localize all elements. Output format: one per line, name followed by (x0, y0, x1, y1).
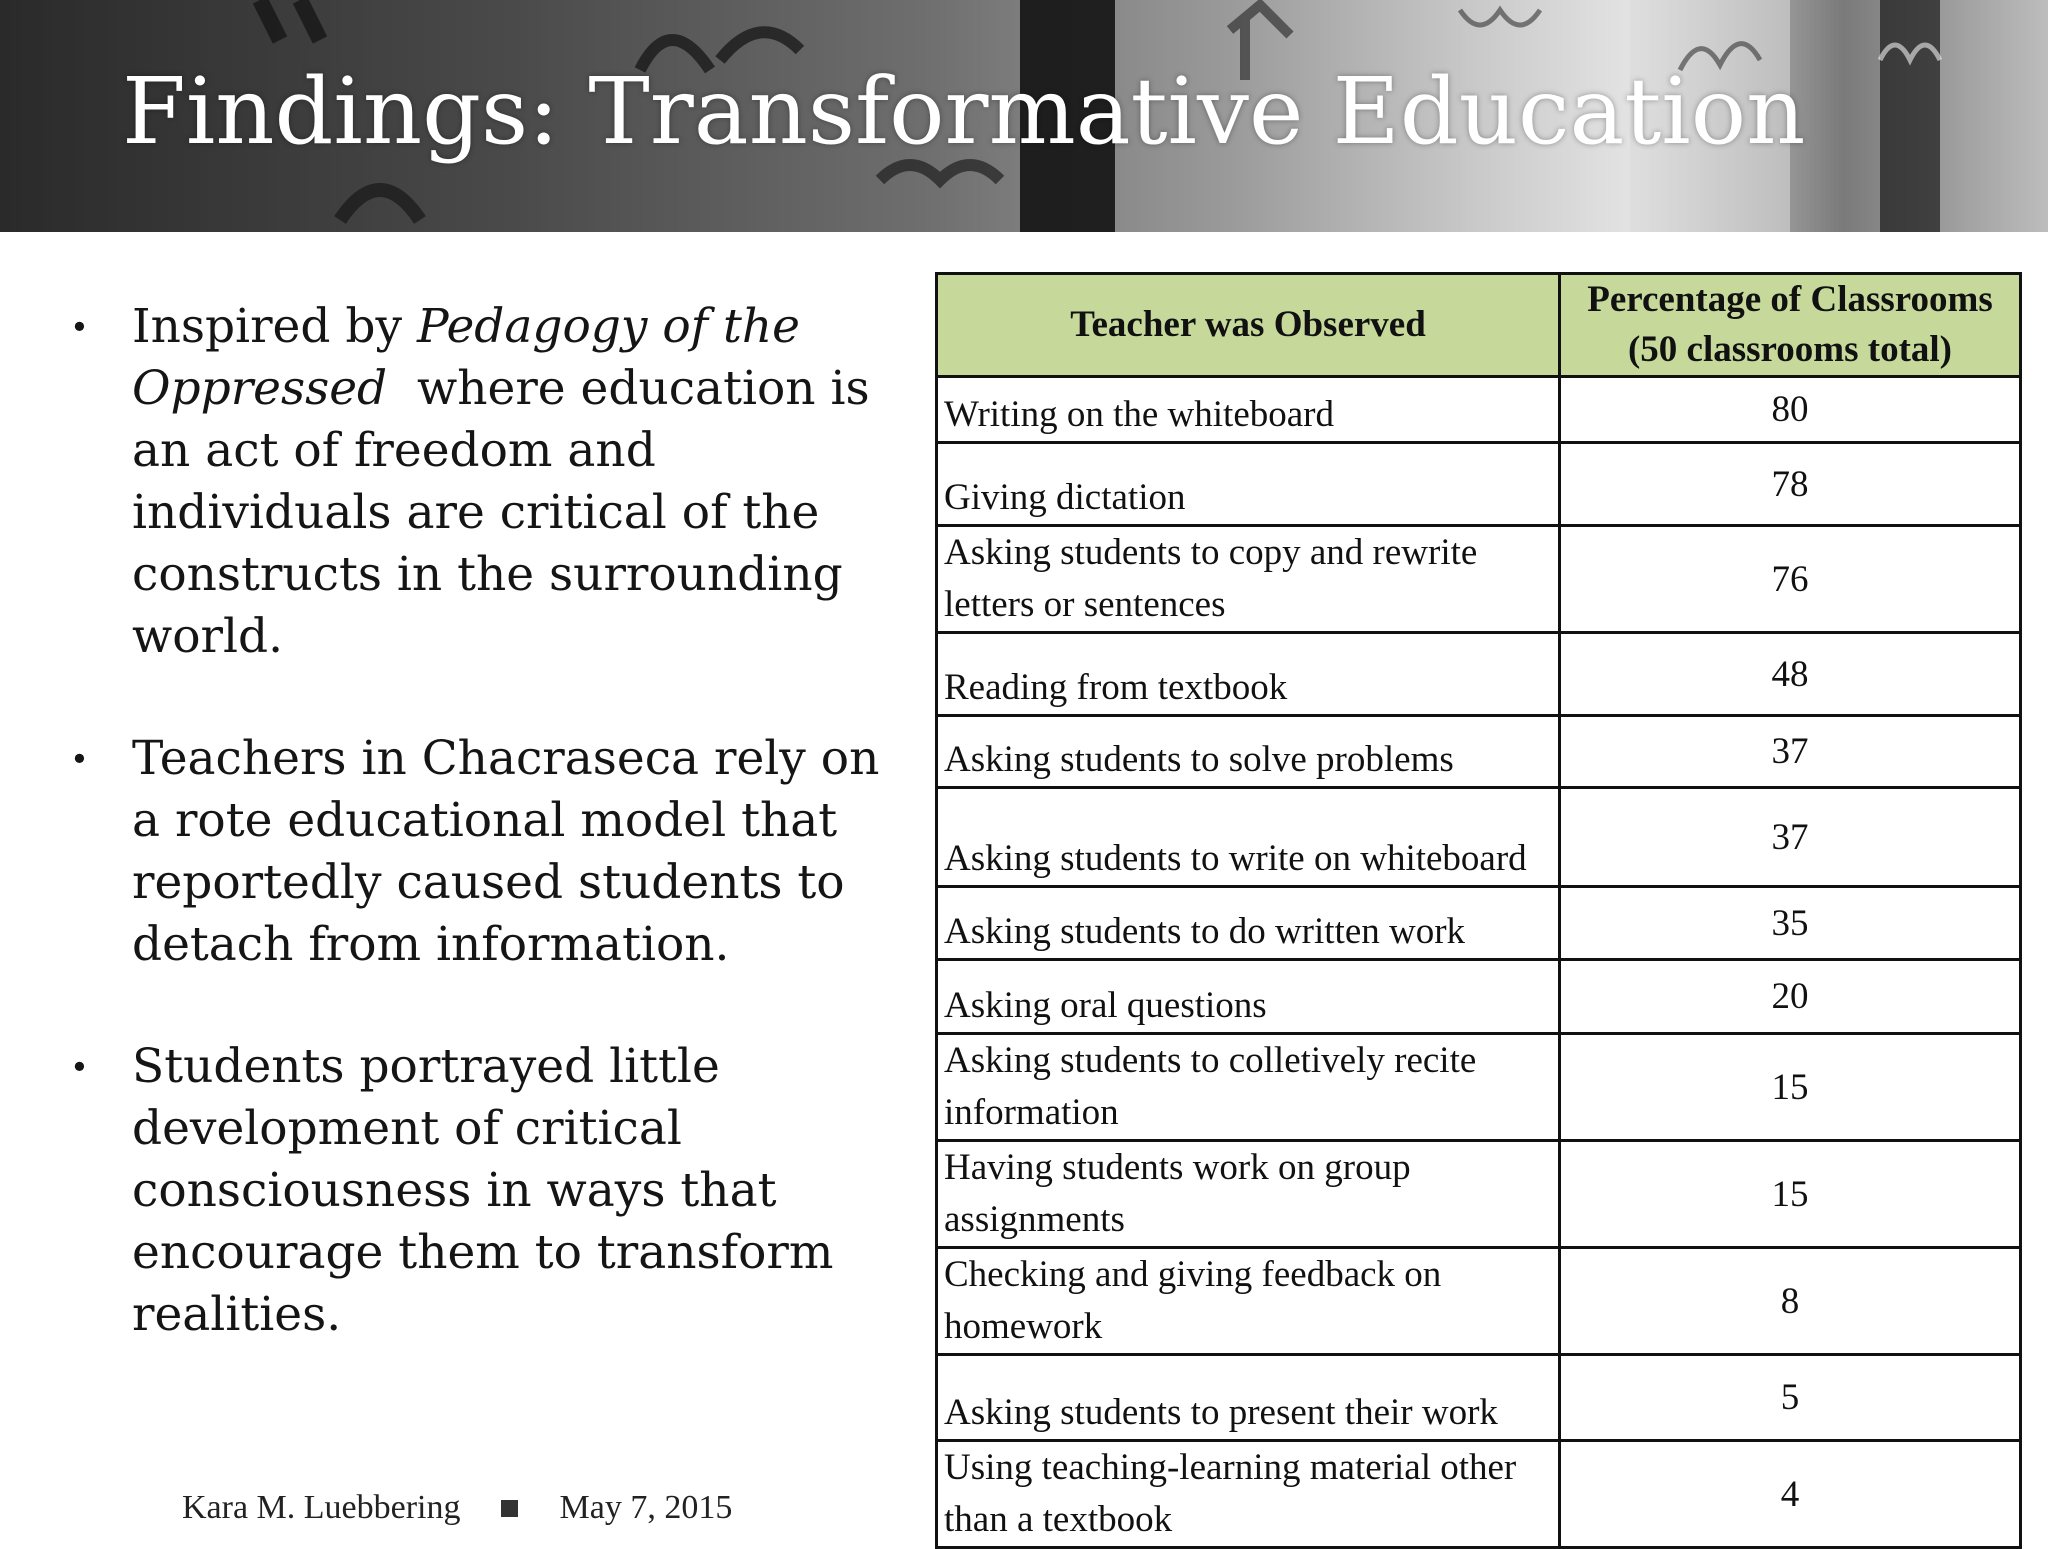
book-title: Pedagogy of the Oppressed (132, 299, 800, 416)
bullet-item-rote-model (64, 728, 884, 976)
percentage-cell: 5 (1560, 1355, 2021, 1441)
percentage-cell: 20 (1560, 960, 2021, 1034)
percentage-cell: 48 (1560, 633, 2021, 716)
activity-cell: Writing on the whiteboard (937, 377, 1560, 443)
table-row (937, 443, 2021, 526)
slide-footer (182, 1489, 732, 1527)
footer-date: May 7, 2015 (559, 1489, 733, 1526)
percentage-cell: 76 (1560, 526, 2021, 633)
percentage-cell: 4 (1560, 1441, 2021, 1548)
table-row (937, 887, 2021, 960)
table-row (937, 716, 2021, 788)
header-banner-image (0, 0, 2048, 232)
activity-cell: Reading from textbook (937, 633, 1560, 716)
bullet-text: Teachers in Chacraseca rely on a rote educational model that reportedly caused students to detach from information. (132, 731, 880, 972)
percentage-cell: 15 (1560, 1141, 2021, 1248)
table-row (937, 788, 2021, 887)
table-row (937, 1355, 2021, 1441)
percentage-cell: 35 (1560, 887, 2021, 960)
activity-cell: Asking students to present their work (937, 1355, 1560, 1441)
activity-cell: Checking and giving feedback on homework (937, 1248, 1560, 1355)
table-row (937, 377, 2021, 443)
percentage-cell: 15 (1560, 1034, 2021, 1141)
percentage-cell: 8 (1560, 1248, 2021, 1355)
bullet-item-inspiration (64, 296, 884, 668)
bullet-list (64, 296, 884, 1406)
header-percentage (1560, 274, 2021, 377)
header-activity: Teacher was Observed (937, 274, 1560, 377)
activity-cell: Asking students to write on whiteboard (937, 788, 1560, 887)
activity-cell: Giving dictation (937, 443, 1560, 526)
table-row (937, 960, 2021, 1034)
bullet-marker-icon: • (70, 308, 89, 346)
bullet-marker-icon: • (70, 740, 89, 778)
table-header-row (937, 274, 2021, 377)
slide-title: Findings: Transformative Education (122, 58, 1806, 165)
activity-cell: Asking students to colletively recite information (937, 1034, 1560, 1141)
table-row (937, 1441, 2021, 1548)
bullet-marker-icon: • (70, 1048, 89, 1086)
activity-cell: Having students work on group assignments (937, 1141, 1560, 1248)
header-percentage-line2: (50 classrooms total) (1627, 329, 1953, 370)
table-row (937, 1034, 2021, 1141)
footer-author: Kara M. Luebbering (182, 1489, 461, 1526)
activity-cell: Using teaching-learning material other than a textbook (937, 1441, 1560, 1548)
activity-cell: Asking oral questions (937, 960, 1560, 1034)
bullet-text: Students portrayed little development of critical consciousness in ways that encourage them to transform realities. (132, 1039, 834, 1342)
percentage-cell: 37 (1560, 716, 2021, 788)
activity-cell: Asking students to copy and rewrite letters or sentences (937, 526, 1560, 633)
bullet-text-before: Inspired by (132, 299, 417, 354)
bullet-text-after: where education is an act of freedom and individuals are critical of the constructs in the surrounding world. (132, 361, 885, 664)
header-percentage-line1: Percentage of Classrooms (1587, 279, 1993, 320)
bullet-item-critical-consciousness (64, 1036, 884, 1346)
percentage-cell: 37 (1560, 788, 2021, 887)
table-row (937, 526, 2021, 633)
table-row (937, 1141, 2021, 1248)
percentage-cell: 80 (1560, 377, 2021, 443)
table-row (937, 633, 2021, 716)
activity-cell: Asking students to do written work (937, 887, 1560, 960)
percentage-cell: 78 (1560, 443, 2021, 526)
table-row (937, 1248, 2021, 1355)
square-separator-icon (501, 1500, 518, 1517)
observation-table (935, 272, 2022, 1549)
activity-cell: Asking students to solve problems (937, 716, 1560, 788)
